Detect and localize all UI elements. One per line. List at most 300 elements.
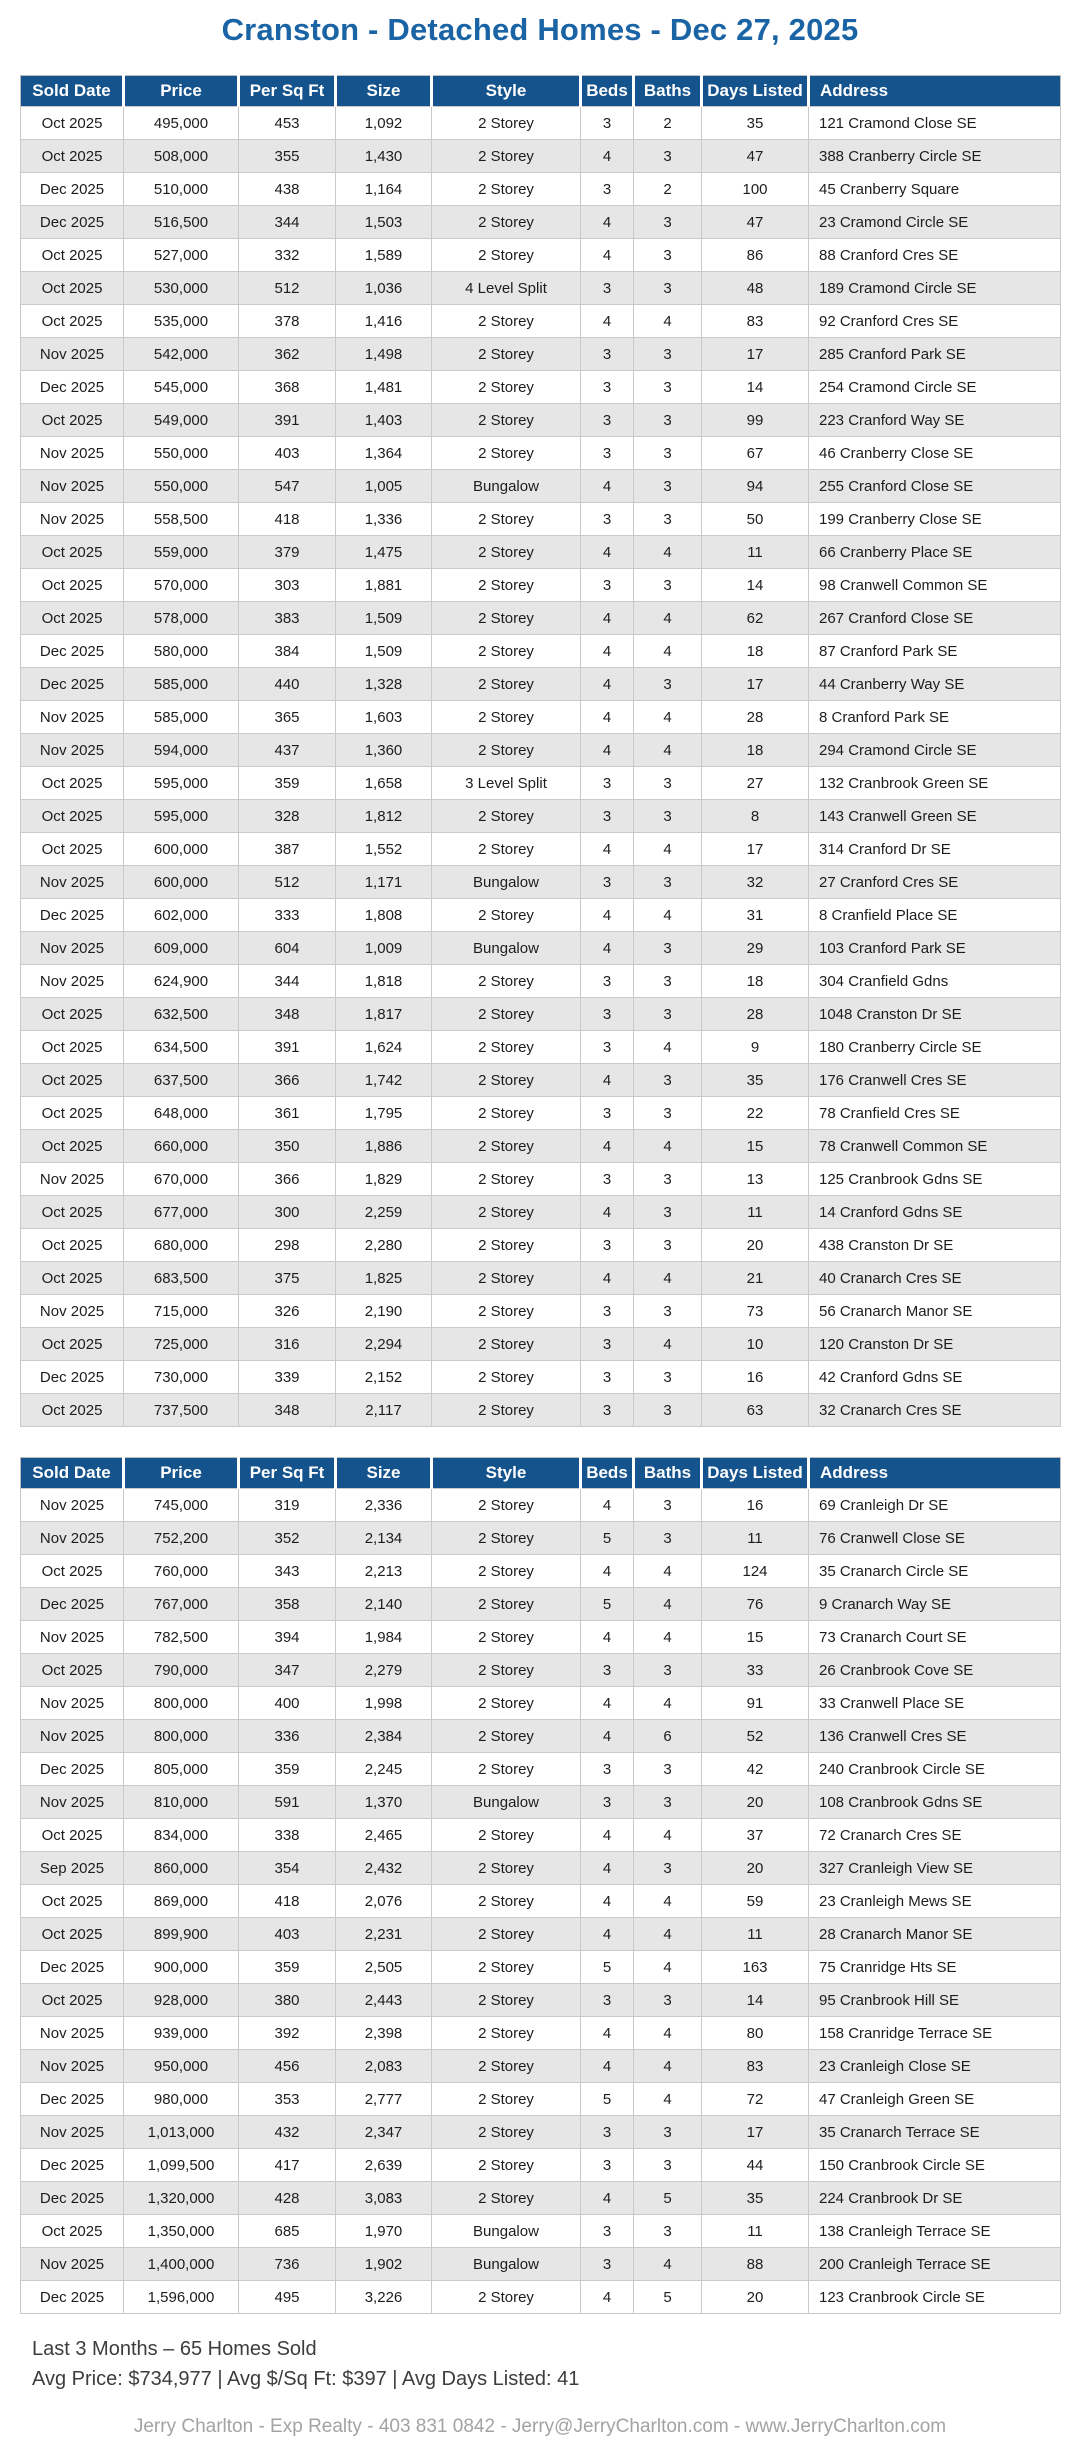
table-row [21,1262,1061,1295]
cell-per-sq-ft: 353 [239,2083,336,2116]
cell-days-listed: 28 [702,701,809,734]
table-row [21,2248,1061,2281]
table-row [21,1522,1061,1555]
cell-days-listed: 52 [702,1720,809,1753]
cell-sold-date: Nov 2025 [21,2050,124,2083]
cell-days-listed: 47 [702,206,809,239]
cell-address: 35 Cranarch Circle SE [809,1555,1061,1588]
table-header-row [21,1458,1061,1489]
cell-address: 75 Cranridge Hts SE [809,1951,1061,1984]
cell-address: 176 Cranwell Cres SE [809,1064,1061,1097]
column-header-beds: Beds [581,1458,634,1489]
cell-sold-date: Nov 2025 [21,965,124,998]
cell-style: 2 Storey [432,1720,581,1753]
cell-baths: 3 [634,338,702,371]
cell-per-sq-ft: 379 [239,536,336,569]
cell-days-listed: 20 [702,1786,809,1819]
cell-baths: 3 [634,569,702,602]
cell-address: 123 Cranbrook Circle SE [809,2281,1061,2314]
cell-sold-date: Oct 2025 [21,536,124,569]
cell-beds: 3 [581,1031,634,1064]
cell-baths: 3 [634,767,702,800]
cell-style: 2 Storey [432,1588,581,1621]
cell-beds: 4 [581,470,634,503]
cell-beds: 3 [581,371,634,404]
cell-days-listed: 37 [702,1819,809,1852]
cell-size: 1,795 [336,1097,432,1130]
cell-per-sq-ft: 355 [239,140,336,173]
cell-size: 1,624 [336,1031,432,1064]
cell-price: 516,500 [124,206,239,239]
cell-sold-date: Dec 2025 [21,899,124,932]
cell-beds: 3 [581,1229,634,1262]
column-header-address: Address [809,1458,1061,1489]
cell-baths: 4 [634,1819,702,1852]
column-header-size: Size [336,1458,432,1489]
table-row [21,668,1061,701]
cell-per-sq-ft: 437 [239,734,336,767]
cell-days-listed: 15 [702,1621,809,1654]
cell-per-sq-ft: 352 [239,1522,336,1555]
cell-beds: 4 [581,305,634,338]
cell-baths: 3 [634,668,702,701]
cell-size: 3,226 [336,2281,432,2314]
cell-beds: 3 [581,2116,634,2149]
cell-style: 2 Storey [432,1951,581,1984]
cell-size: 2,465 [336,1819,432,1852]
cell-address: 92 Cranford Cres SE [809,305,1061,338]
cell-beds: 4 [581,140,634,173]
column-header-baths: Baths [634,76,702,107]
cell-address: 33 Cranwell Place SE [809,1687,1061,1720]
table-row [21,1163,1061,1196]
cell-sold-date: Oct 2025 [21,1097,124,1130]
cell-per-sq-ft: 453 [239,107,336,140]
cell-beds: 5 [581,1951,634,1984]
cell-style: 2 Storey [432,1621,581,1654]
cell-size: 1,658 [336,767,432,800]
cell-price: 495,000 [124,107,239,140]
cell-sold-date: Oct 2025 [21,1819,124,1852]
cell-address: 180 Cranberry Circle SE [809,1031,1061,1064]
cell-price: 800,000 [124,1687,239,1720]
cell-days-listed: 14 [702,371,809,404]
cell-address: 26 Cranbrook Cove SE [809,1654,1061,1687]
table-row [21,1654,1061,1687]
cell-price: 737,500 [124,1394,239,1427]
cell-style: 2 Storey [432,2116,581,2149]
cell-baths: 3 [634,1852,702,1885]
cell-sold-date: Oct 2025 [21,305,124,338]
cell-size: 1,825 [336,1262,432,1295]
cell-baths: 5 [634,2182,702,2215]
cell-address: 254 Cramond Circle SE [809,371,1061,404]
cell-beds: 3 [581,965,634,998]
cell-sold-date: Dec 2025 [21,2281,124,2314]
cell-days-listed: 50 [702,503,809,536]
cell-size: 1,481 [336,371,432,404]
cell-sold-date: Nov 2025 [21,701,124,734]
footer-contact: Jerry Charlton - Exp Realty - 403 831 0842 - Jerry@JerryCharlton.com - www.JerryCharlton.com [133,2416,947,2437]
cell-style: 2 Storey [432,899,581,932]
cell-per-sq-ft: 344 [239,206,336,239]
cell-baths: 3 [634,1984,702,2017]
cell-price: 869,000 [124,1885,239,1918]
cell-days-listed: 8 [702,800,809,833]
cell-price: 782,500 [124,1621,239,1654]
cell-size: 2,432 [336,1852,432,1885]
cell-address: 314 Cranford Dr SE [809,833,1061,866]
cell-sold-date: Nov 2025 [21,1522,124,1555]
cell-baths: 3 [634,404,702,437]
cell-sold-date: Dec 2025 [21,668,124,701]
cell-days-listed: 10 [702,1328,809,1361]
column-header-size: Size [336,76,432,107]
cell-style: 2 Storey [432,305,581,338]
cell-size: 1,336 [336,503,432,536]
cell-per-sq-ft: 361 [239,1097,336,1130]
cell-style: 2 Storey [432,1097,581,1130]
cell-price: 745,000 [124,1489,239,1522]
cell-beds: 4 [581,239,634,272]
cell-address: 199 Cranberry Close SE [809,503,1061,536]
cell-per-sq-ft: 403 [239,437,336,470]
cell-beds: 3 [581,767,634,800]
cell-baths: 4 [634,1918,702,1951]
cell-baths: 3 [634,1295,702,1328]
cell-sold-date: Nov 2025 [21,2248,124,2281]
cell-beds: 4 [581,602,634,635]
cell-address: 138 Cranleigh Terrace SE [809,2215,1061,2248]
cell-per-sq-ft: 362 [239,338,336,371]
cell-style: 2 Storey [432,1489,581,1522]
cell-days-listed: 27 [702,767,809,800]
cell-sold-date: Dec 2025 [21,1361,124,1394]
cell-price: 730,000 [124,1361,239,1394]
cell-address: 189 Cramond Circle SE [809,272,1061,305]
cell-per-sq-ft: 348 [239,1394,336,1427]
table-row [21,1588,1061,1621]
cell-price: 980,000 [124,2083,239,2116]
cell-style: 2 Storey [432,1163,581,1196]
cell-size: 2,384 [336,1720,432,1753]
cell-address: 103 Cranford Park SE [809,932,1061,965]
cell-days-listed: 17 [702,668,809,701]
cell-baths: 4 [634,1885,702,1918]
cell-sold-date: Dec 2025 [21,2149,124,2182]
cell-address: 28 Cranarch Manor SE [809,1918,1061,1951]
cell-price: 752,200 [124,1522,239,1555]
cell-price: 715,000 [124,1295,239,1328]
cell-per-sq-ft: 359 [239,1753,336,1786]
cell-style: 2 Storey [432,800,581,833]
cell-days-listed: 18 [702,734,809,767]
cell-size: 2,117 [336,1394,432,1427]
cell-address: 327 Cranleigh View SE [809,1852,1061,1885]
cell-style: 2 Storey [432,2017,581,2050]
cell-address: 304 Cranfield Gdns [809,965,1061,998]
cell-sold-date: Nov 2025 [21,338,124,371]
cell-baths: 3 [634,206,702,239]
cell-size: 1,603 [336,701,432,734]
cell-size: 1,552 [336,833,432,866]
cell-per-sq-ft: 378 [239,305,336,338]
table-row [21,1328,1061,1361]
cell-address: 78 Cranwell Common SE [809,1130,1061,1163]
table-row [21,470,1061,503]
cell-price: 559,000 [124,536,239,569]
cell-address: 87 Cranford Park SE [809,635,1061,668]
cell-baths: 3 [634,371,702,404]
cell-sold-date: Oct 2025 [21,1394,124,1427]
cell-address: 72 Cranarch Cres SE [809,1819,1061,1852]
cell-baths: 4 [634,1328,702,1361]
cell-style: 2 Storey [432,107,581,140]
cell-style: 2 Storey [432,1753,581,1786]
table-row [21,2116,1061,2149]
cell-style: 2 Storey [432,404,581,437]
cell-style: 2 Storey [432,437,581,470]
cell-address: 132 Cranbrook Green SE [809,767,1061,800]
table-row [21,1489,1061,1522]
cell-baths: 4 [634,1555,702,1588]
table-row [21,206,1061,239]
cell-beds: 3 [581,1295,634,1328]
cell-address: 108 Cranbrook Gdns SE [809,1786,1061,1819]
cell-beds: 4 [581,1720,634,1753]
cell-style: 2 Storey [432,2050,581,2083]
cell-sold-date: Dec 2025 [21,1951,124,1984]
cell-days-listed: 21 [702,1262,809,1295]
cell-beds: 3 [581,998,634,1031]
cell-baths: 2 [634,173,702,206]
cell-price: 680,000 [124,1229,239,1262]
cell-size: 1,092 [336,107,432,140]
cell-size: 2,259 [336,1196,432,1229]
cell-sold-date: Oct 2025 [21,2215,124,2248]
cell-size: 1,475 [336,536,432,569]
cell-days-listed: 76 [702,1588,809,1621]
cell-address: 136 Cranwell Cres SE [809,1720,1061,1753]
cell-style: 2 Storey [432,1361,581,1394]
cell-days-listed: 17 [702,833,809,866]
cell-beds: 4 [581,1196,634,1229]
cell-style: 2 Storey [432,371,581,404]
cell-per-sq-ft: 380 [239,1984,336,2017]
cell-days-listed: 48 [702,272,809,305]
cell-days-listed: 67 [702,437,809,470]
cell-per-sq-ft: 394 [239,1621,336,1654]
cell-days-listed: 16 [702,1489,809,1522]
cell-beds: 3 [581,1394,634,1427]
cell-per-sq-ft: 316 [239,1328,336,1361]
cell-size: 1,171 [336,866,432,899]
table-row [21,932,1061,965]
cell-per-sq-ft: 326 [239,1295,336,1328]
cell-beds: 4 [581,1130,634,1163]
cell-days-listed: 16 [702,1361,809,1394]
cell-address: 35 Cranarch Terrace SE [809,2116,1061,2149]
cell-beds: 3 [581,503,634,536]
cell-per-sq-ft: 366 [239,1163,336,1196]
cell-beds: 4 [581,734,634,767]
cell-per-sq-ft: 350 [239,1130,336,1163]
cell-style: 2 Storey [432,2182,581,2215]
cell-baths: 4 [634,2050,702,2083]
cell-style: 2 Storey [432,206,581,239]
cell-per-sq-ft: 328 [239,800,336,833]
table-row [21,767,1061,800]
cell-beds: 3 [581,569,634,602]
table-row [21,107,1061,140]
cell-baths: 3 [634,1786,702,1819]
cell-baths: 3 [634,272,702,305]
cell-price: 1,320,000 [124,2182,239,2215]
table-row [21,800,1061,833]
table-row [21,1031,1061,1064]
cell-per-sq-ft: 417 [239,2149,336,2182]
cell-size: 1,498 [336,338,432,371]
cell-style: 2 Storey [432,1031,581,1064]
cell-sold-date: Dec 2025 [21,1588,124,1621]
column-header-price: Price [124,1458,239,1489]
cell-size: 2,213 [336,1555,432,1588]
cell-sold-date: Oct 2025 [21,569,124,602]
cell-sold-date: Nov 2025 [21,1720,124,1753]
cell-size: 1,503 [336,206,432,239]
cell-size: 1,036 [336,272,432,305]
cell-price: 535,000 [124,305,239,338]
cell-address: 88 Cranford Cres SE [809,239,1061,272]
cell-size: 1,509 [336,602,432,635]
cell-price: 549,000 [124,404,239,437]
cell-per-sq-ft: 358 [239,1588,336,1621]
cell-address: 98 Cranwell Common SE [809,569,1061,602]
cell-sold-date: Nov 2025 [21,1163,124,1196]
cell-address: 47 Cranleigh Green SE [809,2083,1061,2116]
cell-style: 2 Storey [432,2083,581,2116]
cell-sold-date: Nov 2025 [21,1786,124,1819]
sold-homes-table-1 [20,75,1061,1427]
cell-sold-date: Nov 2025 [21,1295,124,1328]
cell-size: 1,742 [336,1064,432,1097]
cell-days-listed: 91 [702,1687,809,1720]
cell-style: 2 Storey [432,833,581,866]
cell-style: 2 Storey [432,173,581,206]
cell-address: 438 Cranston Dr SE [809,1229,1061,1262]
cell-beds: 3 [581,1163,634,1196]
cell-baths: 3 [634,800,702,833]
cell-price: 1,013,000 [124,2116,239,2149]
cell-baths: 4 [634,899,702,932]
summary-block [32,2334,1080,2394]
cell-address: 267 Cranford Close SE [809,602,1061,635]
cell-per-sq-ft: 339 [239,1361,336,1394]
cell-per-sq-ft: 359 [239,1951,336,1984]
cell-beds: 4 [581,932,634,965]
cell-style: 2 Storey [432,2281,581,2314]
cell-address: 46 Cranberry Close SE [809,437,1061,470]
cell-beds: 3 [581,404,634,437]
cell-style: 2 Storey [432,1555,581,1588]
cell-per-sq-ft: 354 [239,1852,336,1885]
cell-sold-date: Oct 2025 [21,602,124,635]
cell-price: 558,500 [124,503,239,536]
cell-address: 23 Cramond Circle SE [809,206,1061,239]
cell-days-listed: 17 [702,338,809,371]
table-row [21,1951,1061,1984]
cell-style: 2 Storey [432,1819,581,1852]
cell-beds: 4 [581,1687,634,1720]
column-header-per-sq-ft: Per Sq Ft [239,76,336,107]
cell-days-listed: 20 [702,2281,809,2314]
cell-baths: 4 [634,1130,702,1163]
table-row [21,305,1061,338]
cell-per-sq-ft: 456 [239,2050,336,2083]
cell-style: 2 Storey [432,734,581,767]
cell-style: 2 Storey [432,536,581,569]
cell-address: 158 Cranridge Terrace SE [809,2017,1061,2050]
cell-beds: 3 [581,1361,634,1394]
cell-per-sq-ft: 387 [239,833,336,866]
cell-address: 1048 Cranston Dr SE [809,998,1061,1031]
cell-sold-date: Oct 2025 [21,404,124,437]
cell-baths: 4 [634,2083,702,2116]
cell-style: 2 Storey [432,1262,581,1295]
cell-per-sq-ft: 495 [239,2281,336,2314]
cell-per-sq-ft: 375 [239,1262,336,1295]
cell-address: 42 Cranford Gdns SE [809,1361,1061,1394]
table-row [21,1687,1061,1720]
cell-size: 2,152 [336,1361,432,1394]
cell-per-sq-ft: 338 [239,1819,336,1852]
cell-price: 508,000 [124,140,239,173]
cell-size: 2,231 [336,1918,432,1951]
cell-price: 527,000 [124,239,239,272]
cell-address: 23 Cranleigh Mews SE [809,1885,1061,1918]
cell-size: 2,347 [336,2116,432,2149]
table-row [21,2215,1061,2248]
table-row [21,1196,1061,1229]
table-row [21,866,1061,899]
cell-sold-date: Sep 2025 [21,1852,124,1885]
cell-baths: 4 [634,833,702,866]
column-header-per-sq-ft: Per Sq Ft [239,1458,336,1489]
table-body [21,1489,1061,2314]
cell-baths: 3 [634,1654,702,1687]
cell-per-sq-ft: 391 [239,404,336,437]
cell-per-sq-ft: 347 [239,1654,336,1687]
cell-days-listed: 14 [702,569,809,602]
cell-style: Bungalow [432,470,581,503]
cell-size: 1,998 [336,1687,432,1720]
cell-per-sq-ft: 332 [239,239,336,272]
cell-per-sq-ft: 400 [239,1687,336,1720]
cell-style: 2 Storey [432,503,581,536]
cell-price: 510,000 [124,173,239,206]
cell-size: 2,398 [336,2017,432,2050]
cell-address: 120 Cranston Dr SE [809,1328,1061,1361]
cell-days-listed: 73 [702,1295,809,1328]
table-row [21,2281,1061,2314]
cell-baths: 3 [634,1229,702,1262]
cell-baths: 2 [634,107,702,140]
cell-days-listed: 86 [702,239,809,272]
cell-per-sq-ft: 512 [239,866,336,899]
cell-size: 2,140 [336,1588,432,1621]
table-row [21,404,1061,437]
cell-address: 125 Cranbrook Gdns SE [809,1163,1061,1196]
